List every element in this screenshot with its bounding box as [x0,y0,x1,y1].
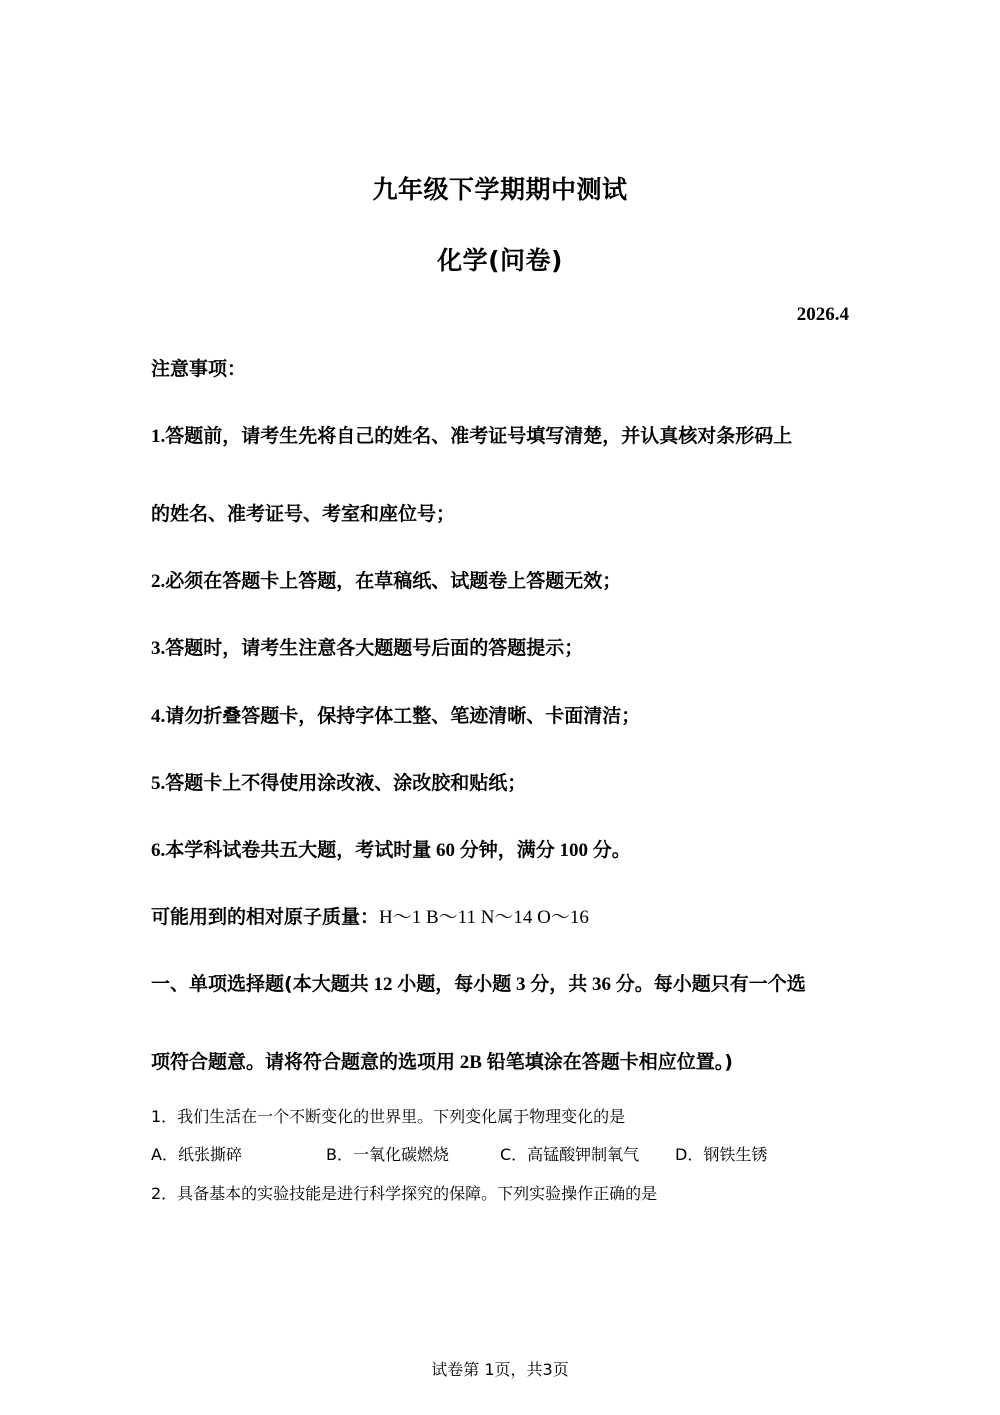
notice-item-1 [151,421,871,448]
section-1-heading-f: 分，共 [530,973,588,995]
notice-item-5 [151,768,871,795]
notice-item-2-text: 必须在答题卡上答题，在草稿纸、试题卷上答题无效； [165,570,622,592]
section-1-line2-c: 铅笔填涂在答题卡相应位置。) [486,1051,733,1073]
notice-item-6-minutes: 60 [431,840,460,861]
question-1-option-b: B．一氧化碳燃烧 [326,1145,449,1164]
section-1-heading [151,969,871,996]
question-2: 2．具备基本的实验技能是进行科学探究的保障。下列实验操作正确的是 [151,1184,658,1203]
notice-item-6-number: 6. [151,840,166,861]
notice-item-6-text-b: 分钟，满分 [459,839,555,861]
question-1-option-d: D．钢铁生锈 [675,1145,768,1164]
notice-item-2 [151,566,871,593]
exam-title: 九年级下学期期中测试 [372,175,628,204]
notice-item-4-number: 4. [151,706,166,727]
section-1-line2-a: 项符合题意。请将符合题意的选项用 [151,1051,456,1073]
notice-item-3 [151,633,871,660]
notice-item-6 [151,835,871,862]
notice-item-4-text: 请勿折叠答题卡，保持字体工整、笔迹清晰、卡面清洁； [165,705,641,727]
section-1-heading-h: 分。每小题只有一个选 [615,973,806,995]
section-1-heading-d: 小题，每小题 [397,973,512,995]
section-1-heading-b: (本大题共 [284,973,369,995]
section-1-count: 12 [368,974,398,995]
notice-item-1-continued: 的姓名、准考证号、考室和座位号； [151,503,456,525]
notice-item-6-score: 100 [554,840,593,861]
notice-item-1-text: 答题前，请考生先将自己的姓名、准考证号填写清楚，并认真核对条形码上 [165,425,793,447]
exam-date: 2026.4 [796,304,849,325]
section-1-pencil: 2B [455,1052,487,1073]
question-1-option-a: A．纸张撕碎 [151,1145,242,1164]
section-1-heading-a: 一、单项选择题 [151,973,285,995]
notice-item-3-number: 3. [151,638,166,659]
page-footer: 试卷第 1页，共3页 [431,1360,569,1379]
atomic-mass-values: H～1 B～11 N～14 O～16 [379,907,589,928]
notice-item-3-text: 答题时，请考生注意各大题题号后面的答题提示； [165,637,584,659]
section-1-points-each: 3 [511,974,531,995]
notice-heading: 注意事项： [151,358,247,380]
notice-item-5-number: 5. [151,773,166,794]
notice-item-6-text-a: 本学科试卷共五大题，考试时量 [165,839,432,861]
notice-item-4 [151,701,871,728]
notice-item-5-text: 答题卡上不得使用涂改液、涂改胶和贴纸； [165,772,527,794]
question-1-option-c: C．高锰酸钾制氧气 [500,1145,640,1164]
notice-item-1-number: 1. [151,426,166,447]
section-1-heading-continued [151,1047,871,1074]
exam-subtitle: 化学(问卷) [437,246,563,275]
notice-item-2-number: 2. [151,571,166,592]
notice-item-6-text-c: 分。 [592,839,631,861]
atomic-mass-line [151,902,871,929]
atomic-mass-label: 可能用到的相对原子质量： [151,906,380,928]
section-1-total: 36 [587,974,616,995]
question-1: 1．我们生活在一个不断变化的世界里。下列变化属于物理变化的是 [151,1107,626,1126]
